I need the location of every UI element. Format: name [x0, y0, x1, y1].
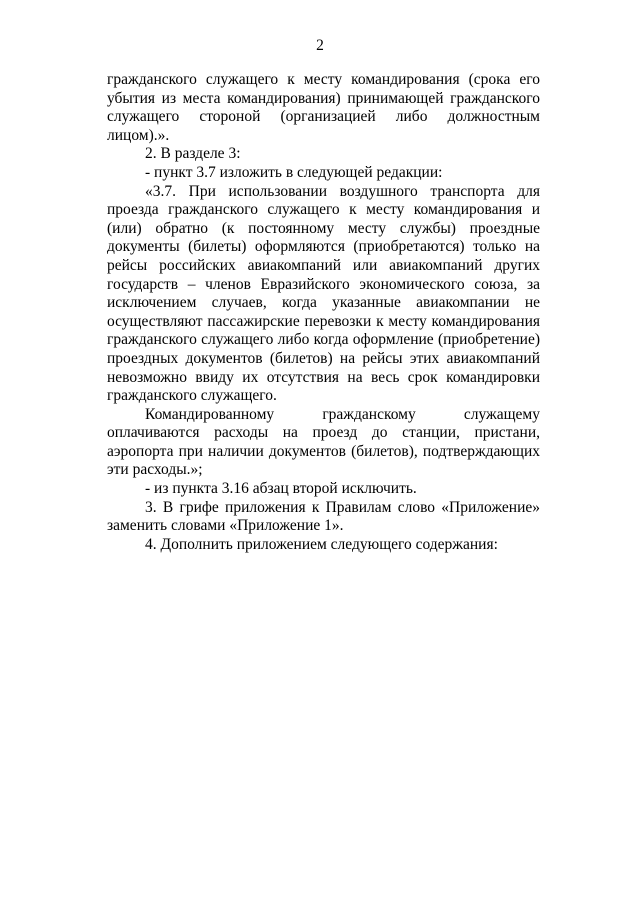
paragraph-expenses: Командированному гражданскому служащему оплачиваются расходы на проезд до станции, пристани, аэропорта при наличии документов (билетов), подтверждающих эти расходы.»; [107, 405, 540, 479]
paragraph-section-3: 2. В разделе 3: [145, 145, 241, 163]
paragraph-4: 4. Дополнить приложением следующего содержания: [145, 535, 498, 553]
document-body [107, 71, 540, 554]
paragraph-continuation: гражданского служащего к месту командирования (срока его убытия из места командирования) принимающей гражданского служащего стороной (организацией либо должностным лицом).». [107, 71, 540, 144]
paragraph-3-7-text: «3.7. При использовании воздушного транспорта для проезда гражданского служащего к месту командирования и (или) обратно (к постоянному месту службы) проездные документы (билеты) оформляются (приобретаются) только на рейсы российских авиакомпаний или авиакомпаний других государств – членов Евразийского экономического союза, за исключением случаев, когда указанные авиакомпании не осуществляют пассажирские перевозки к месту командирования гражданского служащего либо когда оформление (приобретение) проездных документов (билетов) на рейсы этих авиакомпаний невозможно ввиду их отсутствия на весь срок командировки гражданского служащего. [107, 182, 540, 405]
paragraph-item-3-7: - пункт 3.7 изложить в следующей редакции: [145, 163, 443, 181]
page-number: 2 [316, 37, 324, 54]
paragraph-3: 3. В грифе приложения к Правилам слово «Приложение» заменить словами «Приложение 1». [107, 498, 540, 535]
paragraph-item-3-16: - из пункта 3.16 абзац второй исключить. [145, 480, 417, 498]
